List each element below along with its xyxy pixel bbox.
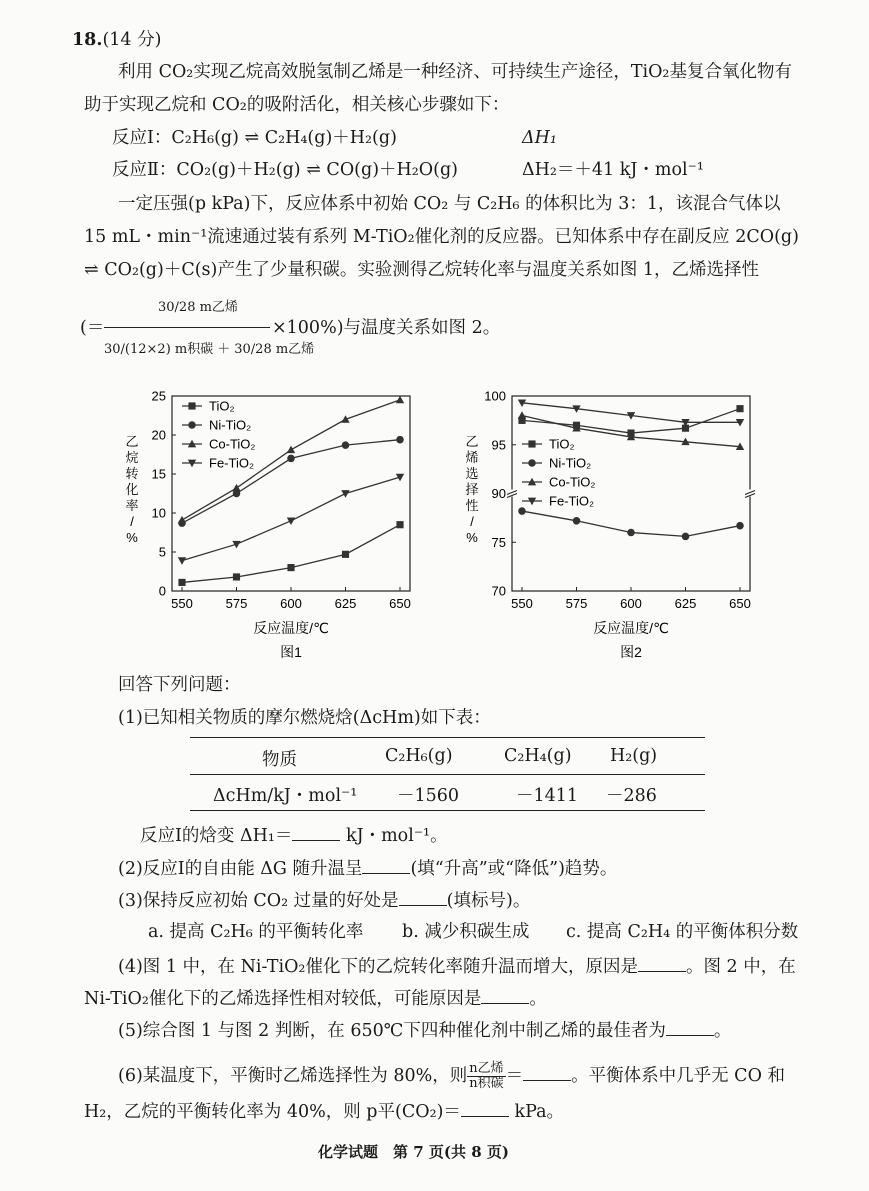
paragraph-line-2: 15 mL・min⁻¹流速通过装有系列 M-TiO₂催化剂的反应器。已知体系中存在副反应 2CO(g) — [84, 227, 799, 247]
q3-option-b: b. 减少积碳生成 — [402, 922, 530, 942]
chart1-ytick-label: 15 — [151, 466, 166, 482]
chart2-legend-marker — [528, 459, 536, 467]
q4-text-a: (4)图 1 中，在 Ni-TiO₂催化下的乙烷转化率随升温而增大，原因是 — [118, 957, 638, 977]
chart2-ylabel-char: % — [466, 530, 478, 545]
question-1-answer — [140, 822, 448, 848]
chart1-legend-label: Ni-TiO₂ — [209, 417, 252, 433]
chart1-point — [178, 579, 185, 586]
chart1-xlabel: 反应温度/℃ — [253, 620, 329, 636]
q6-text-a: (6)某温度下，平衡时乙烯选择性为 80%，则 — [118, 1066, 468, 1086]
reaction-2-dh: ΔH₂＝＋41 kJ・mol⁻¹ — [522, 160, 704, 180]
chart2-legend-label: Ni-TiO₂ — [549, 455, 592, 471]
q6-text-b: ＝ — [505, 1066, 524, 1086]
reaction-2: 反应Ⅱ：CO₂(g)＋H₂(g) ⇌ CO(g)＋H₂O(g) — [112, 160, 459, 180]
formula-numerator: 30/28 m乙烯 — [158, 300, 238, 315]
q4-text-c: Ni-TiO₂催化下的乙烯选择性相对较低，可能原因是 — [84, 989, 482, 1009]
chart2-ytick-label: 75 — [491, 534, 506, 550]
q5-text-a: (5)综合图 1 与图 2 判断，在 650℃下四种催化剂中制乙烯的最佳者为 — [118, 1021, 666, 1041]
chart1-legend-label: Fe-TiO₂ — [209, 455, 255, 471]
table-header-1: C₂H₆(g) — [385, 746, 453, 766]
chart1-point — [342, 441, 350, 449]
chart1-ylabel-char: 乙 — [125, 434, 139, 449]
question-2 — [118, 855, 617, 881]
chart1-frame — [172, 396, 410, 591]
reaction-1: 反应Ⅰ：C₂H₆(g) ⇌ C₂H₄(g)＋H₂(g) — [112, 128, 397, 148]
q6-text-c: 。平衡体系中几乎无 CO 和 — [571, 1066, 785, 1086]
chart1-point — [287, 455, 295, 463]
q5-text-b: 。 — [713, 1021, 732, 1041]
q4-text-b: 。图 2 中，在 — [685, 957, 796, 977]
chart1-xtick-label: 575 — [225, 596, 248, 611]
chart1-point — [396, 396, 404, 404]
chart1-xtick-label: 650 — [389, 596, 411, 611]
page-footer: 化学试题 第 7 页(共 8 页) — [318, 1143, 509, 1161]
chart2-point — [518, 411, 526, 419]
chart1-legend-label: Co-TiO₂ — [209, 436, 256, 452]
chart2-xtick-label: 600 — [620, 596, 642, 611]
chart1-xtick-label: 550 — [171, 596, 193, 611]
chart2-ytick-label: 95 — [491, 437, 506, 453]
table-header-0: 物质 — [262, 750, 297, 770]
chart1-ylabel-char: 烷 — [125, 450, 139, 465]
chart2-point — [573, 517, 581, 525]
questions-header: 回答下列问题： — [118, 675, 241, 695]
chart2-ylabel-char: 性 — [465, 498, 479, 513]
chart1-ylabel-char: / — [130, 514, 134, 529]
chart2-legend-label: Co-TiO₂ — [549, 474, 596, 490]
chart1-ytick-label: 0 — [158, 583, 166, 599]
figure-2-chart — [450, 384, 770, 664]
formula-denominator — [104, 338, 314, 362]
chart1-point — [287, 564, 294, 571]
q4-blank-2[interactable] — [481, 985, 529, 1004]
table-cell-2: －1411 — [516, 786, 579, 806]
q2-text-b: (填“升高”或“降低”)趋势。 — [410, 859, 618, 879]
chart1-point — [232, 484, 240, 492]
table-cell-1: －1560 — [397, 786, 460, 806]
q6-text-e: kPa。 — [514, 1102, 565, 1122]
formula-denominator-b: 30/28 m乙烯 — [234, 342, 315, 357]
question-4-line-2 — [84, 985, 547, 1011]
table-cell-3: －286 — [606, 786, 657, 806]
chart2-xtick-label: 575 — [565, 596, 588, 611]
table-header-2: C₂H₄(g) — [504, 746, 572, 766]
intro-line-1: 利用 CO₂实现乙烷高效脱氢制乙烯是一种经济、可持续生产途径，TiO₂基复合氧化物有 — [118, 62, 792, 82]
table-header-3: H₂(g) — [610, 746, 658, 766]
question-6-line-2 — [84, 1098, 564, 1124]
chart1-point — [178, 557, 186, 565]
chart1-point — [178, 516, 186, 524]
chart2-ytick-label: 90 — [491, 486, 506, 501]
q3-option-c: c. 提高 C₂H₄ 的平衡体积分数 — [566, 922, 799, 942]
chart2-point — [736, 405, 743, 412]
q3-blank[interactable] — [399, 887, 447, 906]
chart2-xtick-label: 625 — [674, 596, 697, 611]
question-header — [72, 28, 161, 52]
figure-1-chart — [110, 384, 430, 664]
q6-fraction — [467, 1062, 505, 1091]
question-3 — [118, 887, 530, 913]
chart1-ylabel-char: 转 — [125, 466, 139, 481]
chart2-ylabel-char: 烯 — [465, 450, 479, 465]
chart2-legend-label: Fe-TiO₂ — [549, 493, 595, 509]
chart2-xlabel: 反应温度/℃ — [593, 620, 669, 636]
q6-blank-1[interactable] — [523, 1062, 571, 1081]
chart2-xtick-label: 550 — [511, 596, 533, 611]
q1-blank[interactable] — [292, 822, 340, 841]
chart2-ylabel-char: 择 — [465, 482, 479, 497]
chart1-legend-marker — [188, 421, 196, 429]
q4-blank-1[interactable] — [638, 953, 686, 972]
chart1-point — [287, 517, 295, 525]
q2-blank[interactable] — [362, 855, 410, 874]
q6-frac-num: n乙烯 — [469, 1061, 504, 1076]
chart1-point — [396, 521, 403, 528]
question-5 — [118, 1017, 731, 1043]
formula-plus: ＋ — [217, 342, 231, 357]
formula-denominator-a: 30/(12×2) m积碳 — [104, 342, 214, 357]
chart2-point — [682, 533, 690, 541]
q6-blank-2[interactable] — [461, 1098, 509, 1117]
chart1-xtick-label: 600 — [280, 596, 302, 611]
q1-text-a: 反应Ⅰ的焓变 ΔH₁＝ — [140, 826, 293, 846]
chart1-series-line-TiO₂ — [182, 525, 400, 583]
paragraph-line-3: ⇌ CO₂(g)＋C(s)产生了少量积碳。实验测得乙烷转化率与温度关系如图 1，乙烯选择性 — [84, 260, 760, 280]
q1-text-b: kJ・mol⁻¹。 — [345, 826, 448, 846]
chart1-legend-marker — [188, 402, 195, 409]
formula-fraction-bar — [104, 327, 270, 328]
q6-text-d: H₂，乙烷的平衡转化率为 40%，则 p平(CO₂)＝ — [84, 1102, 461, 1122]
chart2-legend-label: TiO₂ — [549, 436, 575, 452]
chart1-title: 图1 — [280, 644, 302, 660]
reaction-1-dh: ΔH₁ — [522, 128, 557, 148]
chart1-ylabel-char: % — [126, 530, 138, 545]
chart1-ytick-label: 5 — [158, 544, 166, 560]
chart2-legend-marker — [528, 440, 535, 447]
chart2-ytick-label: 70 — [491, 583, 506, 599]
chart2-frame — [512, 396, 750, 591]
chart2-ylabel-char: 乙 — [465, 434, 479, 449]
chart1-ytick-label: 10 — [151, 505, 166, 521]
chart1-legend-label: TiO₂ — [209, 398, 235, 414]
q4-text-d: 。 — [529, 989, 547, 1009]
chart2-point — [736, 522, 744, 530]
q3-text-a: (3)保持反应初始 CO₂ 过量的好处是 — [118, 891, 399, 911]
question-6-line-1 — [118, 1058, 785, 1094]
chart1-point — [341, 490, 349, 498]
intro-line-2: 助于实现乙烷和 CO₂的吸附活化，相关核心步骤如下： — [84, 95, 510, 115]
chart1-point — [233, 573, 240, 580]
chart1-xtick-label: 625 — [334, 596, 357, 611]
q2-text-a: (2)反应Ⅰ的自由能 ΔG 随升温呈 — [118, 859, 363, 879]
chart1-ylabel-char: 化 — [125, 482, 139, 497]
chart1-point — [342, 551, 349, 558]
question-number: 18. — [72, 30, 103, 50]
table-bottom-rule — [190, 810, 705, 811]
question-1: (1)已知相关物质的摩尔燃烧焓(ΔcHm)如下表： — [118, 708, 491, 728]
chart2-point — [627, 529, 635, 537]
formula-tail: ×100%)与温度关系如图 2。 — [272, 318, 501, 338]
question-score: (14 分) — [102, 30, 162, 50]
question-4-line-1 — [118, 953, 796, 979]
formula-left-paren: (＝ — [80, 318, 105, 338]
chart2-ytick-label: 100 — [484, 388, 506, 404]
chart2-point — [518, 507, 526, 515]
chart2-xtick-label: 650 — [729, 596, 751, 611]
chart1-ytick-label: 25 — [151, 388, 166, 404]
chart1-point — [287, 446, 295, 454]
table-cell-0: ΔcHm/kJ・mol⁻¹ — [213, 786, 358, 806]
paragraph-line-1: 一定压强(p kPa)下，反应体系中初始 CO₂ 与 C₂H₆ 的体积比为 3：1，该混合气体以 — [118, 194, 781, 214]
chart1-ytick-label: 20 — [151, 427, 166, 443]
chart2-ylabel-char: 选 — [465, 466, 479, 481]
chart1-ylabel-char: 率 — [125, 498, 139, 513]
chart2-ylabel-char: / — [470, 514, 474, 529]
q3-option-a: a. 提高 C₂H₆ 的平衡转化率 — [148, 922, 364, 942]
chart1-point — [396, 436, 404, 444]
table-mid-rule — [190, 774, 705, 775]
q5-blank[interactable] — [666, 1017, 714, 1036]
chart2-title: 图2 — [620, 644, 642, 660]
q3-text-b: (填标号)。 — [446, 891, 531, 911]
table-top-rule — [190, 737, 705, 738]
q6-frac-den: n积碳 — [469, 1076, 504, 1091]
